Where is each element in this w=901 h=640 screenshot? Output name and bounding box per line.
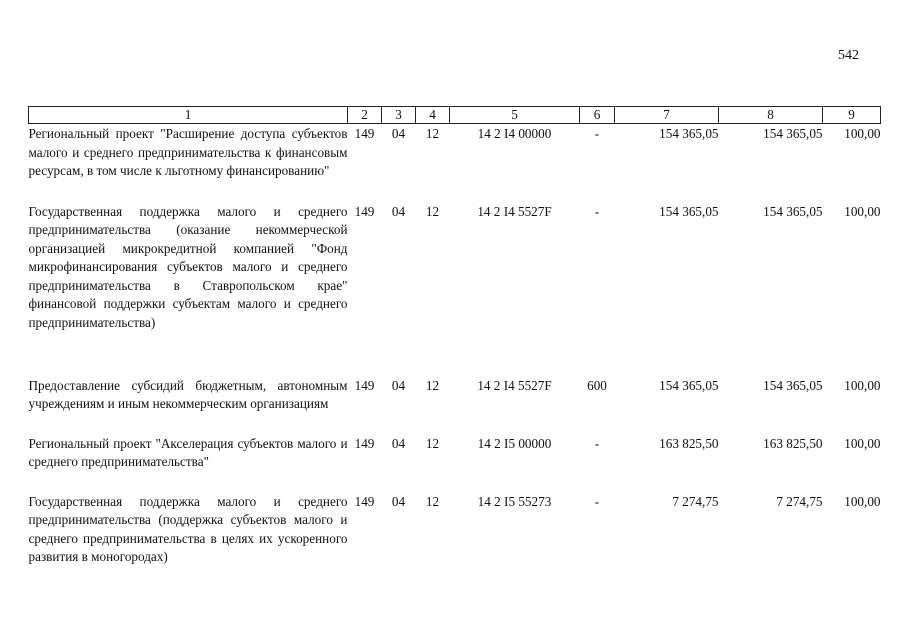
row-col-5: 14 2 I4 5527F — [477, 377, 552, 393]
table-row — [29, 202, 881, 376]
row-col-8: 163 825,50 — [763, 435, 823, 451]
row-col-8: 154 365,05 — [763, 126, 823, 141]
row-name: Государственная поддержка малого и среднего предпринимательства (поддержка субъектов малого и среднего предпринимательства в целях их ускоренного развития в моногородах) — [28, 493, 348, 564]
row-name: Региональный проект "Расширение доступа субъектов малого и среднего предпринимательства к финансовым ресурсам, в том числе к льготному финансированию" — [28, 126, 348, 178]
row-col-5: 14 2 I4 00000 — [477, 126, 552, 141]
budget-table — [28, 106, 881, 567]
row-col-6: 600 — [587, 377, 607, 393]
row-col-7: 154 365,05 — [659, 203, 719, 219]
table-row — [29, 434, 881, 492]
header-col-9: 9 — [823, 107, 881, 124]
row-col-7: 154 365,05 — [659, 377, 719, 393]
row-col-3: 04 — [391, 435, 406, 451]
table-header-row — [29, 107, 881, 124]
row-col-6: - — [594, 126, 600, 141]
row-col-8: 7 274,75 — [776, 493, 823, 509]
row-col-5: 14 2 I5 55273 — [477, 493, 552, 509]
row-col-5: 14 2 I5 00000 — [477, 435, 552, 451]
row-col-2: 149 — [354, 126, 375, 141]
row-col-8: 154 365,05 — [763, 377, 823, 393]
row-col-3: 04 — [391, 203, 406, 219]
row-col-6: - — [594, 435, 600, 451]
header-col-7: 7 — [615, 107, 719, 124]
row-col-4: 12 — [425, 377, 440, 393]
row-col-4: 12 — [425, 203, 440, 219]
row-col-3: 04 — [391, 377, 406, 393]
row-col-9: 100,00 — [844, 493, 881, 509]
row-col-5: 14 2 I4 5527F — [477, 203, 552, 219]
row-col-2: 149 — [354, 203, 375, 219]
row-col-6: - — [594, 203, 600, 219]
table-row — [29, 124, 881, 202]
row-name: Региональный проект "Акселерация субъектов малого и среднего предпринимательства" — [28, 435, 348, 469]
header-col-8: 8 — [719, 107, 823, 124]
header-col-5: 5 — [450, 107, 580, 124]
row-col-9: 100,00 — [844, 435, 881, 451]
header-col-3: 3 — [382, 107, 416, 124]
row-col-9: 100,00 — [844, 203, 881, 219]
page-number: 542 — [838, 48, 859, 63]
row-col-2: 149 — [354, 435, 375, 451]
row-col-7: 7 274,75 — [672, 493, 719, 509]
table-row — [29, 492, 881, 567]
row-col-3: 04 — [391, 126, 406, 141]
row-col-4: 12 — [425, 126, 440, 141]
row-col-2: 149 — [354, 493, 375, 509]
header-col-6: 6 — [580, 107, 615, 124]
row-col-8: 154 365,05 — [763, 203, 823, 219]
row-col-4: 12 — [425, 435, 440, 451]
row-col-7: 163 825,50 — [659, 435, 719, 451]
row-col-9: 100,00 — [844, 377, 881, 393]
header-col-1: 1 — [29, 107, 348, 124]
header-col-4: 4 — [416, 107, 450, 124]
row-col-3: 04 — [391, 493, 406, 509]
table-row — [29, 376, 881, 434]
row-name: Предоставление субсидий бюджетным, автономным учреждениям и иным некоммерческим организациям — [28, 377, 348, 411]
header-col-2: 2 — [348, 107, 382, 124]
row-name: Государственная поддержка малого и среднего предпринимательства (оказание некоммерческой организацией микрокредитной компанией "Фонд микрофинансирования субъектов малого и среднего предпринимательства в Ставропольском крае" финансовой поддержки субъектам малого и среднего предпринимательства) — [28, 203, 348, 330]
row-col-6: - — [594, 493, 600, 509]
row-col-7: 154 365,05 — [659, 126, 719, 141]
row-col-9: 100,00 — [844, 126, 881, 141]
row-col-2: 149 — [354, 377, 375, 393]
row-col-4: 12 — [425, 493, 440, 509]
